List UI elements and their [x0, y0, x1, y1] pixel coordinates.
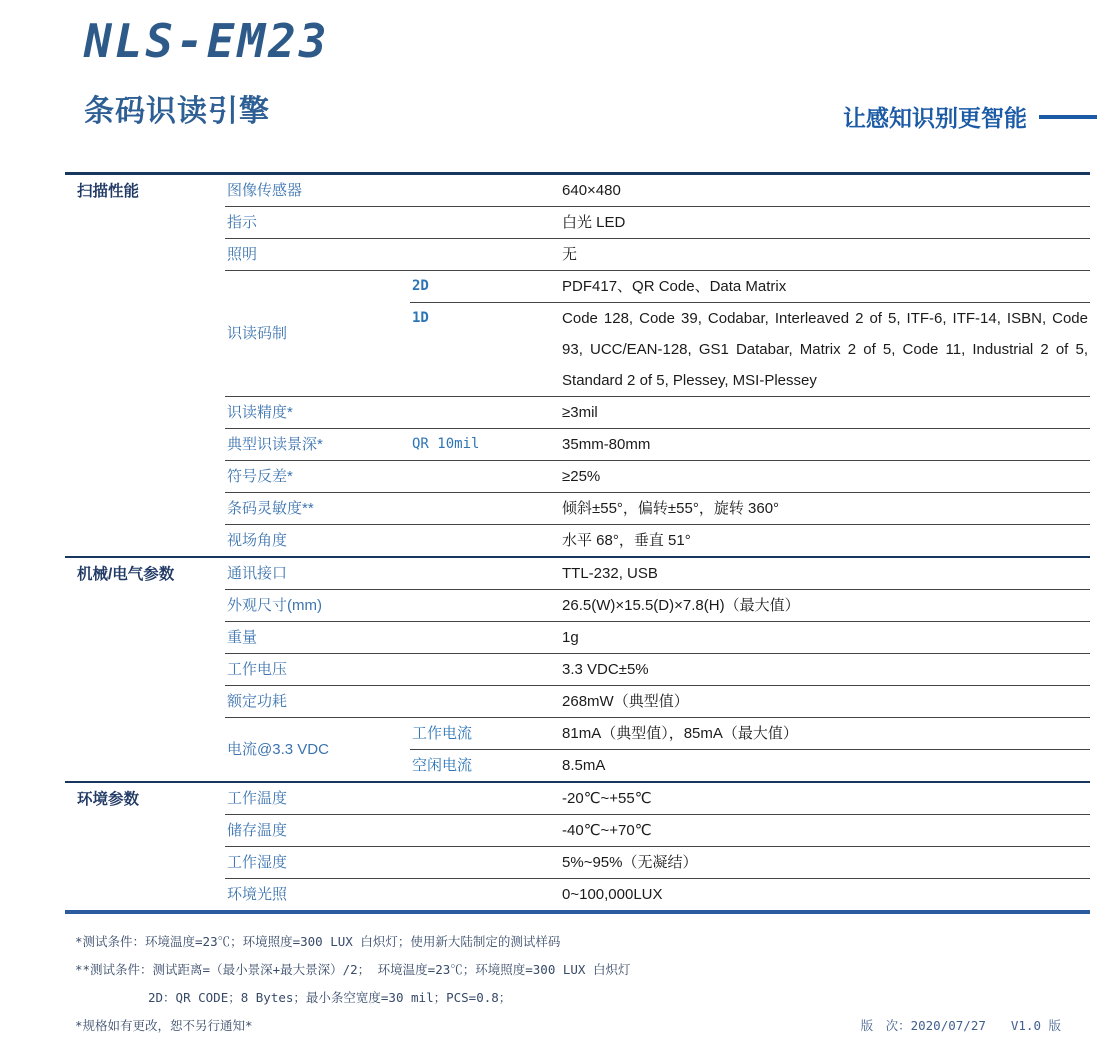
param-value: Code 128, Code 39, Codabar, Interleaved 2 of 5, ITF-6, ITF-14, ISBN, Code 93, UCC/EAN-128, GS1 Databar, Matrix 2 of 5, Code 11, Industrial 2 of 5, Standard 2 of 5, Plessey, MSI-Plessey [560, 303, 1090, 397]
page-header [0, 0, 1097, 172]
footnote-line: 2D：QR CODE；8 Bytes；最小条空宽度=30 mil；PCS=0.8； [148, 990, 512, 1005]
tagline-text: 让感知识别更智能 [843, 105, 1027, 131]
table-row [65, 174, 1090, 207]
footnote-line: *规格如有更改，恕不另行通知* [75, 1018, 253, 1033]
param-value: PDF417、QR Code、Data Matrix [560, 271, 1090, 303]
sub-label: 空闲电流 [410, 750, 560, 783]
param-label: 识读精度* [225, 397, 560, 429]
param-value: 8.5mA [560, 750, 1090, 783]
sub-label: 1D [410, 303, 560, 397]
param-value: 无 [560, 239, 1090, 271]
param-value: TTL-232, USB [560, 557, 1090, 590]
sub-label: QR 10mil [410, 429, 560, 461]
param-value: 水平 68°，垂直 51° [560, 525, 1090, 558]
param-label: 典型识读景深* [225, 429, 410, 461]
section-label: 环境参数 [65, 782, 225, 912]
param-label: 储存温度 [225, 815, 560, 847]
param-label: 符号反差* [225, 461, 560, 493]
brand-tagline [843, 100, 1097, 133]
param-label: 条码灵敏度** [225, 493, 560, 525]
param-value: 1g [560, 622, 1090, 654]
version-info: 版 次：2020/07/27 V1.0 版 [860, 1018, 1061, 1033]
param-value: 81mA（典型值），85mA（最大值） [560, 718, 1090, 750]
param-value: 640×480 [560, 174, 1090, 207]
param-label: 重量 [225, 622, 560, 654]
param-value: -20℃~+55℃ [560, 782, 1090, 815]
param-label: 视场角度 [225, 525, 560, 558]
param-value: 26.5(W)×15.5(D)×7.8(H)（最大值） [560, 590, 1090, 622]
param-label: 工作电压 [225, 654, 560, 686]
section-label: 扫描性能 [77, 183, 140, 200]
param-label: 照明 [225, 239, 560, 271]
param-label: 工作湿度 [225, 847, 560, 879]
tagline-dash-line [1039, 115, 1097, 119]
footnote-line: *测试条件：环境温度=23℃；环境照度=300 LUX 白炽灯；使用新大陆制定的测试样码 [75, 934, 561, 949]
product-title: 条码识读引擎 [84, 95, 270, 128]
param-value: 5%~95%（无凝结） [560, 847, 1090, 879]
param-label: 通讯接口 [225, 557, 560, 590]
sub-label: 工作电流 [410, 718, 560, 750]
model-title: NLS-EM23 [84, 14, 330, 68]
param-label: 指示 [225, 207, 560, 239]
param-value: 倾斜±55°，偏转±55°，旋转 360° [560, 493, 1090, 525]
section-label: 机械/电气参数 [65, 557, 225, 782]
param-label: 额定功耗 [225, 686, 560, 718]
footnote-line: **测试条件：测试距离=（最小景深+最大景深）/2； 环境温度=23℃；环境照度=300 LUX 白炽灯 [75, 962, 631, 977]
param-value: 白光 LED [560, 207, 1090, 239]
param-value: -40℃~+70℃ [560, 815, 1090, 847]
param-label: 环境光照 [225, 879, 560, 913]
param-value: 268mW（典型值） [560, 686, 1090, 718]
table-row [65, 782, 1090, 815]
param-label: 识读码制 [225, 271, 410, 397]
sub-label: 2D [410, 271, 560, 303]
param-label: 外观尺寸(mm) [225, 590, 560, 622]
table-row [65, 557, 1090, 590]
param-label: 图像传感器 [225, 174, 560, 207]
param-value: ≥25% [560, 461, 1090, 493]
param-label: 工作温度 [225, 782, 560, 815]
param-label: 电流@3.3 VDC [225, 718, 410, 783]
footnotes [75, 928, 1061, 1040]
param-value: 0~100,000LUX [560, 879, 1090, 913]
param-value: ≥3mil [560, 397, 1090, 429]
spec-table [65, 172, 1090, 914]
param-value: 35mm-80mm [560, 429, 1090, 461]
param-value: 3.3 VDC±5% [560, 654, 1090, 686]
